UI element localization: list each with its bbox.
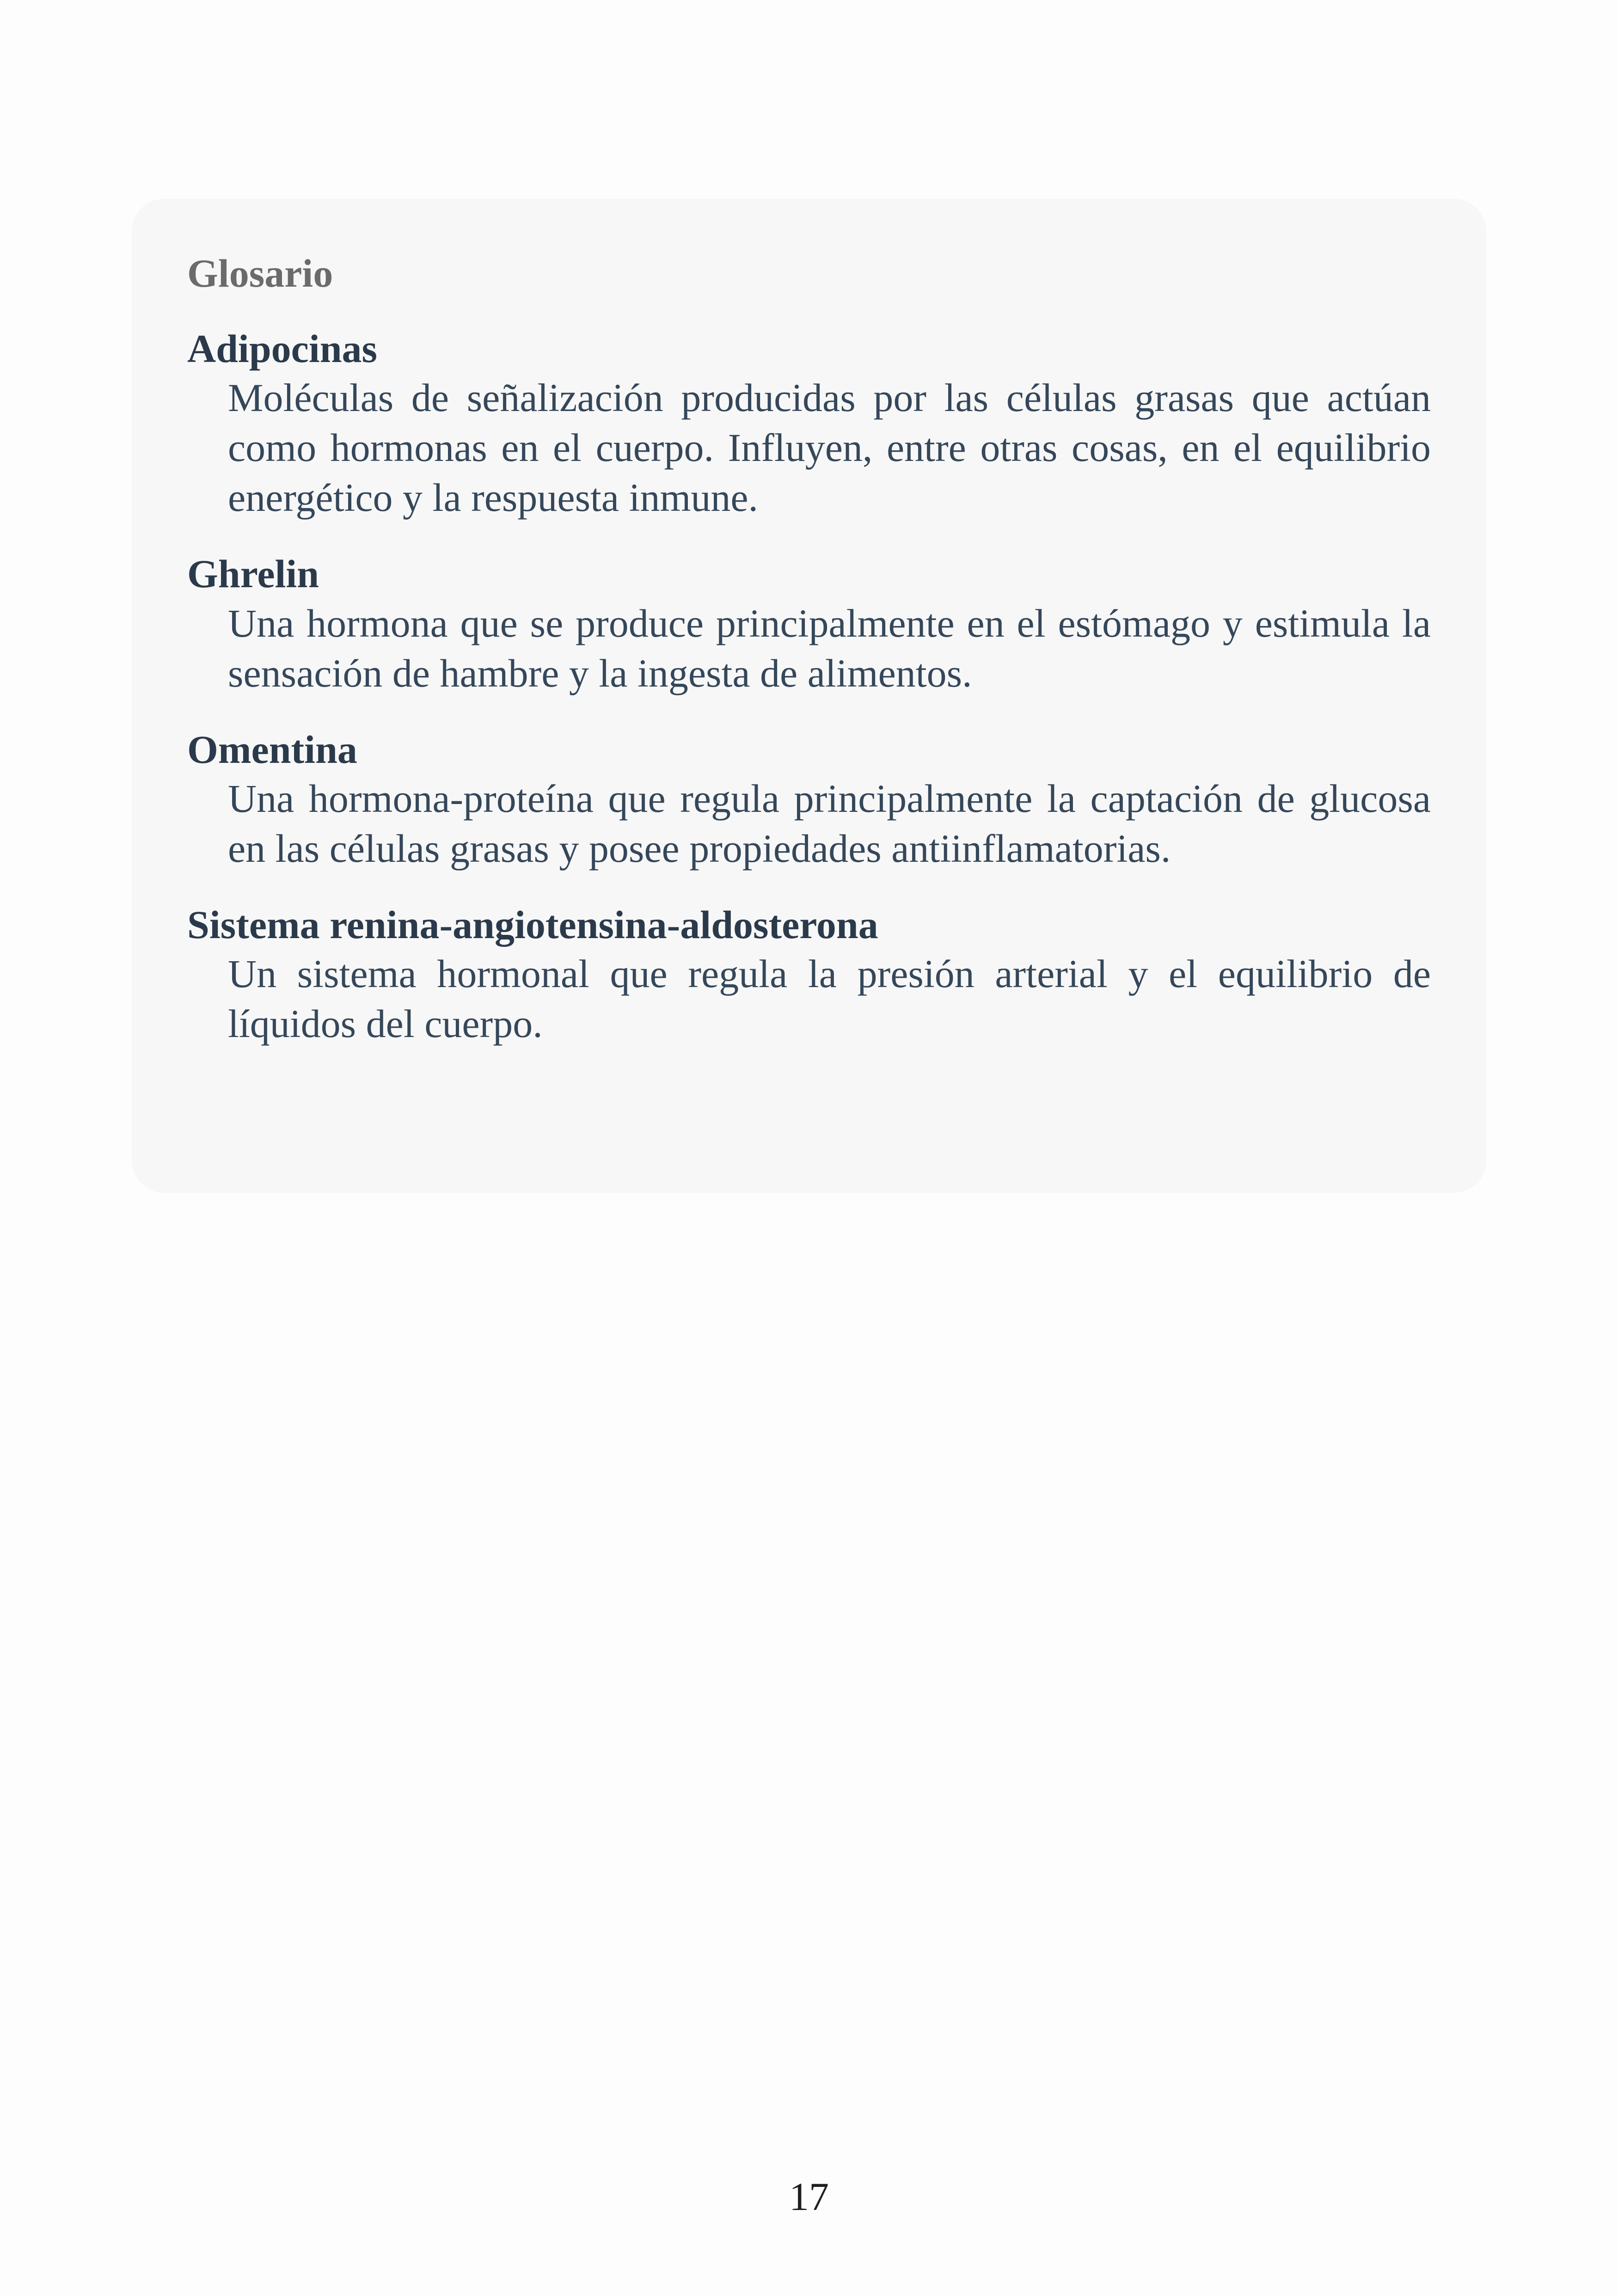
page-number: 17 [789, 2174, 829, 2219]
glossary-entry-omentina [187, 726, 1431, 873]
glossary-definition: Una hormona que se produce principalmente en el estómago y estimula la sensación de hambre y la ingesta de alimentos. [228, 601, 1431, 695]
glossary-definition: Una hormona-proteína que regula principalmente la captación de glucosa en las células grasas y posee propiedades antiinflamatorias. [228, 776, 1431, 871]
glossary-heading: Glosario [187, 251, 333, 295]
glossary-term: Adipocinas [187, 326, 378, 371]
glossary-term: Sistema renina-angiotensina-aldosterona [187, 902, 878, 947]
glossary-entry-sistema-renina [187, 901, 1431, 1049]
glossary-term: Ghrelin [187, 552, 319, 596]
glossary-term: Omentina [187, 727, 357, 772]
glossary-box [132, 199, 1486, 1193]
glossary-definition: Moléculas de señalización producidas por las células grasas que actúan como hormonas en el cuerpo. Influyen, entre otras cosas, en el equilibrio energético y la respuesta inmune. [228, 375, 1431, 520]
glossary-definition: Un sistema hormonal que regula la presión arterial y el equilibrio de líquidos del cuerpo. [228, 951, 1431, 1046]
glossary-entry-ghrelin [187, 550, 1431, 698]
glossary-entry-adipocinas [187, 325, 1431, 522]
